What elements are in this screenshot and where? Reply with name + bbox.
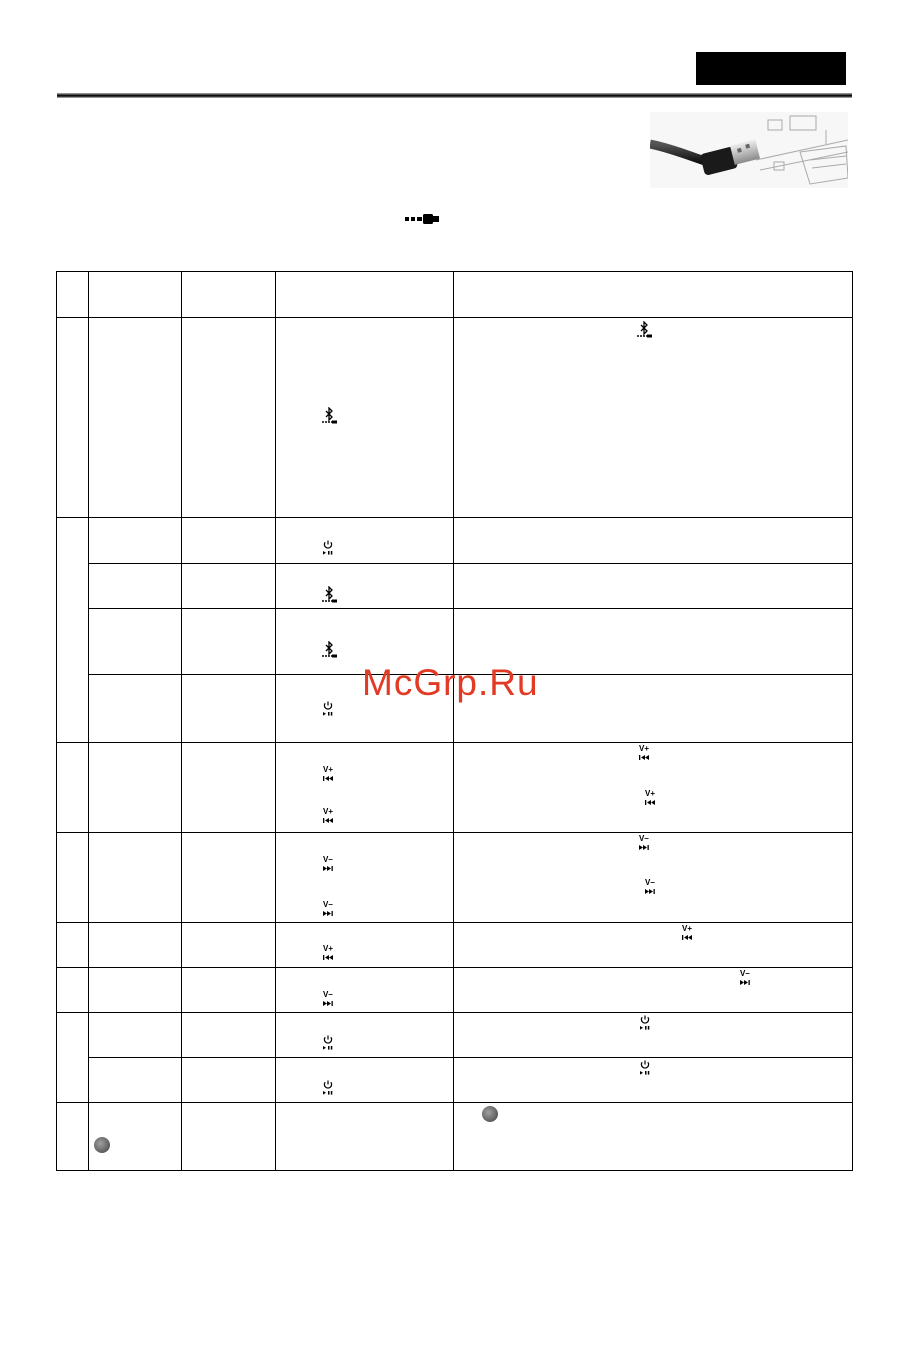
operation-cell	[276, 564, 454, 609]
svg-text:V–: V–	[740, 969, 750, 978]
volume-up-previous-icon	[681, 924, 697, 942]
power-play-pause-icon	[322, 540, 334, 556]
row-number-cell	[57, 968, 89, 1013]
usb-cable-illustration	[650, 112, 848, 188]
description-cell	[454, 923, 853, 968]
description-cell	[454, 968, 853, 1013]
svg-text:V–: V–	[645, 878, 655, 887]
led-indicator-dot	[482, 1106, 498, 1122]
operation-cell	[276, 518, 454, 564]
table-row	[57, 833, 853, 923]
header-cell-operation	[276, 272, 454, 318]
function-cell	[89, 609, 182, 675]
function-cell	[89, 968, 182, 1013]
function-cell	[89, 923, 182, 968]
description-cell	[454, 1103, 853, 1171]
volume-up-previous-icon	[644, 789, 660, 807]
operation-cell	[276, 1058, 454, 1103]
power-play-pause-icon	[322, 1035, 334, 1051]
function-cell	[89, 1103, 182, 1171]
volume-up-previous-icon	[638, 744, 654, 762]
description-cell	[454, 564, 853, 609]
svg-text:V+: V+	[682, 924, 693, 933]
function-cell	[89, 833, 182, 923]
row-number-cell	[57, 923, 89, 968]
table-row	[57, 1058, 853, 1103]
function-cell	[89, 675, 182, 743]
mode-cell	[182, 318, 276, 518]
mode-cell	[182, 609, 276, 675]
header-cell-mode	[182, 272, 276, 318]
row-number-cell	[57, 1103, 89, 1171]
bluetooth-aux-icon	[637, 321, 653, 339]
header-cell-no	[57, 272, 89, 318]
table-header-row	[57, 272, 853, 318]
description-cell	[454, 318, 853, 518]
volume-up-previous-icon	[322, 765, 338, 783]
description-cell	[454, 1013, 853, 1058]
function-cell	[89, 1058, 182, 1103]
table-row	[57, 968, 853, 1013]
header-cell-function	[89, 272, 182, 318]
table-row	[57, 743, 853, 833]
volume-down-next-icon	[739, 969, 755, 987]
table-row	[57, 518, 853, 564]
operation-cell	[276, 833, 454, 923]
row-number-cell	[57, 1013, 89, 1103]
header-cell-description	[454, 272, 853, 318]
svg-text:V–: V–	[323, 990, 333, 999]
function-cell	[89, 743, 182, 833]
table-row	[57, 318, 853, 518]
description-cell	[454, 1058, 853, 1103]
bluetooth-aux-icon	[322, 641, 338, 659]
header-rule	[57, 93, 852, 98]
mode-cell	[182, 564, 276, 609]
operation-cell	[276, 318, 454, 518]
operation-cell	[276, 968, 454, 1013]
svg-text:V+: V+	[323, 765, 334, 774]
mode-cell	[182, 968, 276, 1013]
table-row	[57, 923, 853, 968]
function-cell	[89, 318, 182, 518]
volume-up-previous-icon	[322, 944, 338, 962]
power-play-pause-icon	[322, 701, 334, 717]
operation-cell	[276, 923, 454, 968]
description-cell	[454, 743, 853, 833]
mode-cell	[182, 675, 276, 743]
mode-cell	[182, 743, 276, 833]
watermark: McGrp.Ru	[362, 662, 539, 703]
table-row	[57, 1013, 853, 1058]
table-row	[57, 564, 853, 609]
operation-cell	[276, 1013, 454, 1058]
svg-text:V–: V–	[639, 834, 649, 843]
power-play-pause-icon	[639, 1015, 651, 1031]
mode-cell	[182, 1103, 276, 1171]
bluetooth-aux-icon	[322, 407, 338, 425]
volume-down-next-icon	[638, 834, 654, 852]
aux-jack-icon	[405, 212, 441, 230]
led-indicator-dot	[94, 1137, 110, 1153]
power-play-pause-icon	[322, 1080, 334, 1096]
mode-cell	[182, 923, 276, 968]
operation-cell	[276, 1103, 454, 1171]
volume-down-next-icon	[322, 900, 338, 918]
mode-cell	[182, 833, 276, 923]
function-table	[56, 271, 853, 1171]
svg-text:V–: V–	[323, 900, 333, 909]
description-cell	[454, 833, 853, 923]
mode-cell	[182, 1013, 276, 1058]
language-tab	[696, 52, 846, 85]
mode-cell	[182, 1058, 276, 1103]
volume-down-next-icon	[322, 990, 338, 1008]
row-number-cell	[57, 833, 89, 923]
description-cell	[454, 518, 853, 564]
function-cell	[89, 1013, 182, 1058]
bluetooth-aux-icon	[322, 586, 338, 604]
mode-cell	[182, 518, 276, 564]
function-cell	[89, 564, 182, 609]
volume-up-previous-icon	[322, 807, 338, 825]
power-play-pause-icon	[639, 1060, 651, 1076]
volume-down-next-icon	[322, 855, 338, 873]
svg-text:V+: V+	[639, 744, 650, 753]
table-row	[57, 1103, 853, 1171]
volume-down-next-icon	[644, 878, 660, 896]
row-number-cell	[57, 318, 89, 518]
svg-text:V+: V+	[323, 944, 334, 953]
svg-text:V+: V+	[645, 789, 656, 798]
svg-text:V+: V+	[323, 807, 334, 816]
row-number-cell	[57, 518, 89, 743]
svg-text:V–: V–	[323, 855, 333, 864]
function-cell	[89, 518, 182, 564]
row-number-cell	[57, 743, 89, 833]
operation-cell	[276, 743, 454, 833]
